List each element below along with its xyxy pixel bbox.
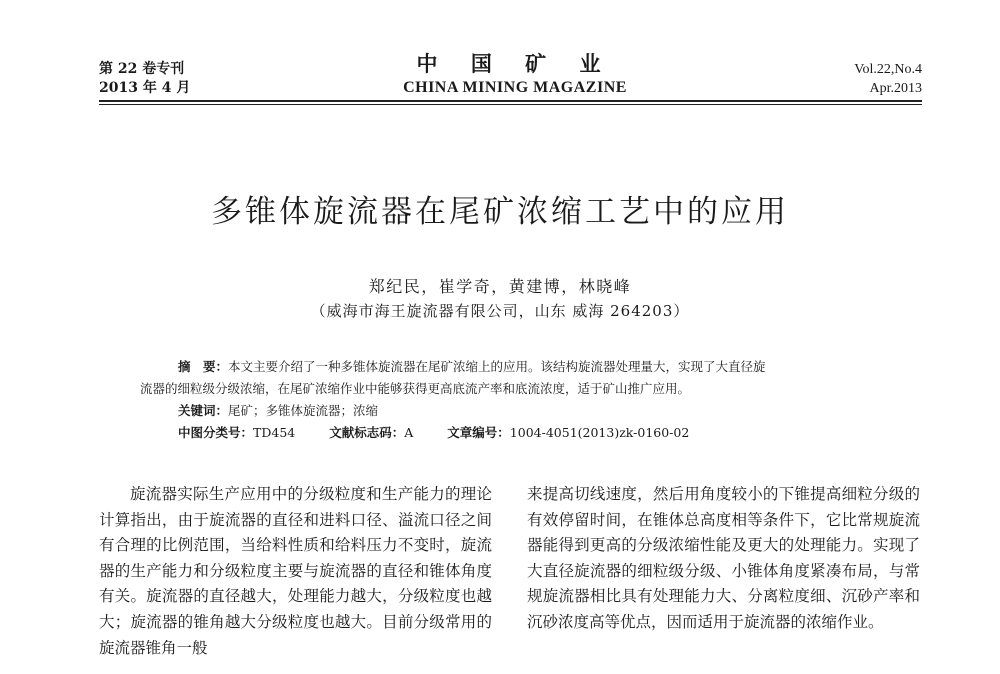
volume-cn: 第 22 卷专刊 — [99, 61, 185, 77]
abstract-text-1: 本文主要介绍了一种多锥体旋流器在尾矿浓缩上的应用。该结构旋流器处理量大，实现了大直径旋 — [228, 359, 766, 374]
header-rule-thick — [99, 100, 922, 102]
abstract-line-1 — [140, 356, 880, 378]
volume-en: Vol.22,No.4 — [854, 62, 922, 77]
abstract-text-2: 流器的细粒级分级浓缩，在尾矿浓缩作业中能够获得更高底流产率和底流浓度，适于矿山推广应用。 — [140, 381, 691, 396]
abstract-block — [140, 356, 880, 444]
author-list: 郑纪民，崔学奇，黄建博，林晓峰 — [368, 277, 632, 296]
keywords-text: 尾矿；多锥体旋流器；浓缩 — [228, 403, 379, 418]
body-column-left — [99, 482, 492, 661]
abstract-label: 摘 要： — [178, 359, 229, 374]
classification-line — [140, 422, 880, 444]
affiliation: （威海市海王旋流器有限公司，山东 威海 264203） — [310, 302, 690, 320]
clc-value: TD454 — [253, 425, 296, 440]
header-left — [99, 60, 190, 98]
header-center — [380, 51, 650, 99]
body-paragraph-right: 来提高切线速度，然后用角度较小的下锥提高细粒分级的有效停留时间，在锥体总高度相等条件下，它比常规旋流器能得到更高的分级浓缩性能及更大的处理能力。实现了大直径旋流器的细粒级分级、小锥体角度紧凑布局，与常规旋流器相比具有处理能力大、分离粒度细、沉砂产率和沉砂浓度高等优点，因而适用于旋流器的浓缩作业。 — [527, 485, 920, 631]
keywords-line — [140, 400, 880, 422]
date-cn: 2013 年 4 月 — [99, 80, 191, 96]
header-right — [854, 60, 922, 98]
doc-code-label: 文献标志码： — [329, 425, 405, 440]
article-no-label: 文章编号： — [447, 425, 510, 440]
body-column-right — [527, 482, 920, 636]
doc-code-value: A — [404, 425, 414, 440]
keywords-label: 关键词： — [178, 403, 229, 418]
date-en: Apr.2013 — [869, 81, 922, 96]
journal-name-cn: 中 国 矿 业 — [416, 51, 614, 76]
article-no-value: 1004-4051(2013)zk-0160-02 — [509, 425, 690, 440]
paper-title: 多锥体旋流器在尾矿浓缩工艺中的应用 — [211, 194, 789, 230]
clc-label: 中图分类号： — [178, 425, 254, 440]
abstract-line-2 — [140, 378, 880, 400]
body-paragraph-left: 旋流器实际生产应用中的分级粒度和生产能力的理论计算指出，由于旋流器的直径和进料口径、溢流口径之间有合理的比例范围，当给料性质和给料压力不变时，旋流器的生产能力和分级粒度主要与旋流器的直径和锥体角度有关。旋流器的直径越大，处理能力越大，分级粒度也越大；旋流器的锥角越大分级粒度也越大。目前分级常用的旋流器锥角一般 — [99, 485, 492, 657]
header-rule-thin — [99, 104, 922, 105]
journal-name-en: CHINA MINING MAGAZINE — [403, 79, 627, 96]
